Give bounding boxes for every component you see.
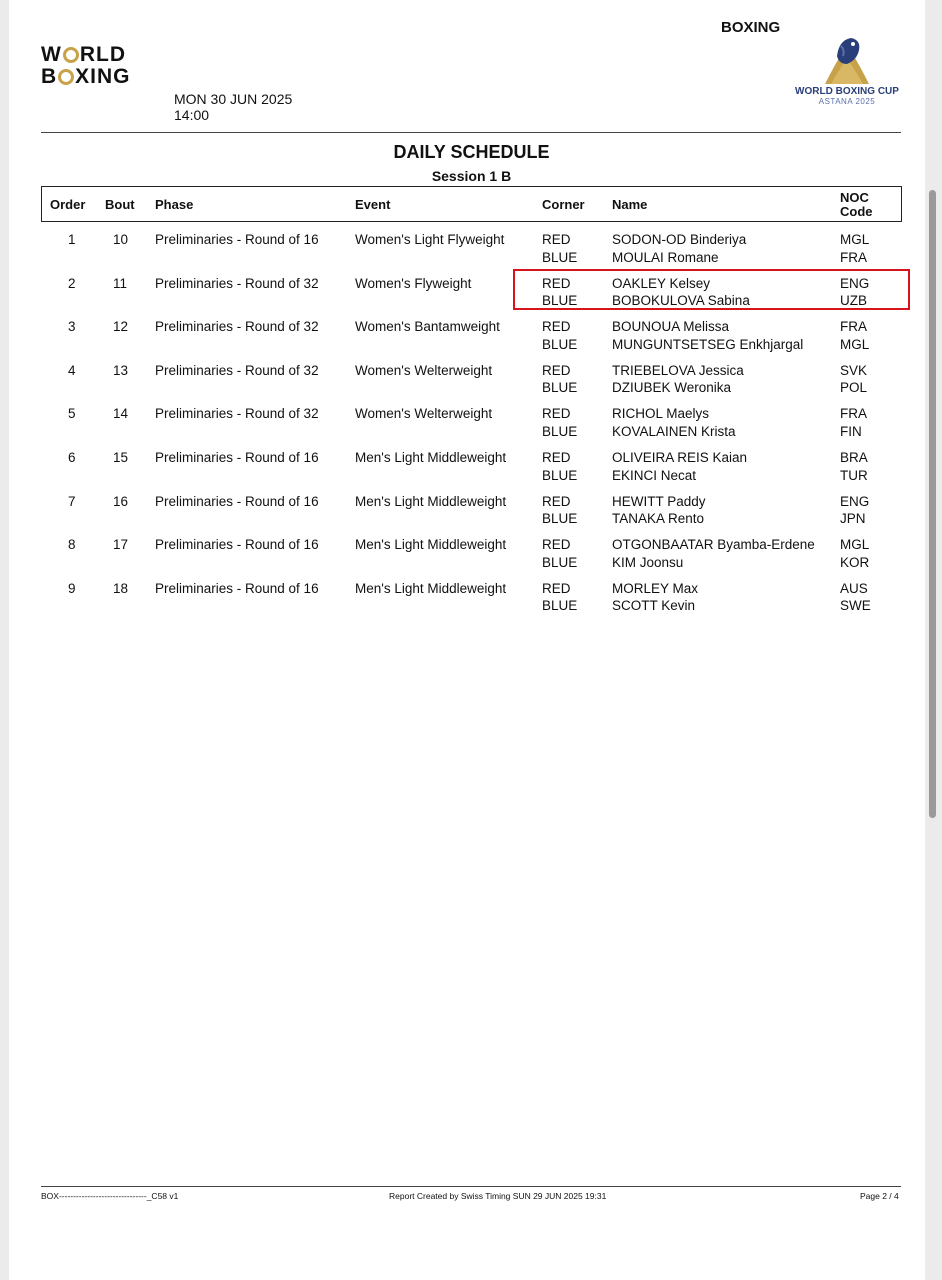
- row-corner-blue: BLUE: [542, 249, 578, 265]
- row-name-red: OLIVEIRA REIS Kaian: [612, 450, 748, 465]
- row-noc-blue: KOR: [840, 554, 870, 570]
- row-order: 5: [68, 406, 76, 422]
- logo-letter: W: [41, 43, 62, 66]
- row-name-red: TRIEBELOVA Jessica: [612, 362, 744, 378]
- row-corner-blue: BLUE: [542, 511, 578, 527]
- event-logo-title: WORLD BOXING CUP: [795, 86, 899, 97]
- world-boxing-logo: [41, 44, 181, 88]
- row-noc-red: MGL: [840, 232, 870, 247]
- row-bout: 12: [113, 319, 129, 335]
- row-bout: 13: [113, 362, 129, 378]
- row-phase: Preliminaries - Round of 32: [155, 406, 319, 422]
- row-corner-blue: BLUE: [542, 554, 578, 570]
- row-phase: Preliminaries - Round of 32: [155, 275, 319, 291]
- footer-page: Page 2 / 4: [860, 1191, 899, 1201]
- row-noc-blue: FIN: [840, 423, 862, 439]
- row-name-red: RICHOL Maelys: [612, 406, 710, 422]
- row-noc-red: ENG: [840, 275, 870, 291]
- header-noc-line2: Code: [840, 204, 873, 219]
- row-noc-blue: MGL: [840, 336, 870, 352]
- row-noc-blue: SWE: [840, 598, 871, 614]
- row-phase: Preliminaries - Round of 16: [155, 232, 319, 247]
- row-phase: Preliminaries - Round of 16: [155, 450, 319, 465]
- header-bout: Bout: [105, 197, 135, 212]
- row-name-blue: BOBOKULOVA Sabina: [612, 293, 750, 309]
- row-bout: 15: [113, 450, 129, 465]
- world-boxing-cup-logo: [789, 34, 905, 110]
- row-order: 7: [68, 493, 76, 509]
- row-corner-red: RED: [542, 232, 571, 247]
- header-phase: Phase: [155, 197, 194, 212]
- row-order: 3: [68, 319, 76, 335]
- row-phase: Preliminaries - Round of 32: [155, 362, 319, 378]
- logo-letters: XING: [75, 65, 131, 88]
- row-noc-red: FRA: [840, 406, 867, 422]
- header-name: Name: [612, 197, 648, 212]
- row-name-blue: SCOTT Kevin: [612, 598, 696, 614]
- row-noc-red: FRA: [840, 319, 867, 335]
- row-event: Women's Welterweight: [355, 406, 493, 422]
- row-noc-red: ENG: [840, 493, 870, 509]
- row-name-blue: KOVALAINEN Krista: [612, 423, 736, 439]
- row-phase: Preliminaries - Round of 16: [155, 580, 319, 596]
- row-event: Women's Welterweight: [355, 362, 493, 378]
- header-noc-code: [840, 191, 873, 219]
- row-noc-red: BRA: [840, 450, 868, 465]
- row-corner-red: RED: [542, 362, 571, 378]
- footer-code: BOX-------------------------------_C58 v1: [41, 1191, 179, 1201]
- date-text: MON 30 JUN 2025: [174, 91, 293, 107]
- row-corner-red: RED: [542, 406, 571, 422]
- row-corner-red: RED: [542, 493, 571, 509]
- row-noc-red: AUS: [840, 580, 868, 596]
- row-name-red: SODON-OD Binderiya: [612, 232, 747, 247]
- row-order: 1: [68, 232, 76, 247]
- schedule-date: [174, 91, 292, 123]
- row-phase: Preliminaries - Round of 16: [155, 537, 319, 553]
- row-bout: 14: [113, 406, 129, 422]
- row-corner-red: RED: [542, 275, 571, 291]
- row-corner-blue: BLUE: [542, 336, 578, 352]
- row-order: 9: [68, 580, 76, 596]
- event-logo-subtitle: ASTANA 2025: [818, 97, 876, 106]
- footer-divider: [41, 1186, 901, 1187]
- header-event: Event: [355, 197, 391, 212]
- header-noc-line1: NOC: [840, 190, 869, 205]
- row-corner-blue: BLUE: [542, 380, 578, 396]
- row-phase: Preliminaries - Round of 16: [155, 493, 319, 509]
- logo-ring-icon: [58, 69, 74, 85]
- row-name-blue: EKINCI Necat: [612, 467, 697, 483]
- snow-leopard-emblem-icon: [817, 34, 877, 86]
- scrollbar[interactable]: [929, 190, 936, 818]
- header-divider: [41, 132, 901, 133]
- highlight-box: [513, 269, 910, 310]
- row-noc-red: SVK: [840, 362, 868, 378]
- row-event: Women's Light Flyweight: [355, 232, 505, 247]
- row-noc-blue: JPN: [840, 511, 866, 527]
- row-bout: 17: [113, 537, 129, 553]
- header-order: Order: [50, 197, 86, 212]
- row-name-red: OAKLEY Kelsey: [612, 275, 711, 291]
- row-event: Men's Light Middleweight: [355, 493, 507, 509]
- row-noc-blue: FRA: [840, 249, 867, 265]
- row-noc-red: MGL: [840, 537, 870, 553]
- row-corner-red: RED: [542, 580, 571, 596]
- footer-created: Report Created by Swiss Timing SUN 29 JUN 2025 19:31: [389, 1191, 607, 1201]
- row-order: 2: [68, 275, 76, 291]
- row-name-blue: MUNGUNTSETSEG Enkhjargal: [612, 336, 804, 352]
- row-name-blue: TANAKA Rento: [612, 511, 705, 527]
- row-name-blue: KIM Joonsu: [612, 554, 684, 570]
- document-page: [9, 0, 925, 1280]
- logo-line-1: [41, 44, 126, 66]
- row-event: Men's Light Middleweight: [355, 580, 507, 596]
- row-event: Women's Flyweight: [355, 275, 472, 291]
- row-corner-red: RED: [542, 450, 571, 465]
- row-corner-red: RED: [542, 319, 571, 335]
- row-bout: 16: [113, 493, 129, 509]
- row-event: Men's Light Middleweight: [355, 450, 507, 465]
- logo-letter: B: [41, 65, 58, 88]
- logo-line-2: [41, 66, 131, 88]
- row-corner-blue: BLUE: [542, 423, 578, 439]
- row-corner-red: RED: [542, 537, 571, 553]
- header-corner: Corner: [542, 197, 585, 212]
- row-order: 8: [68, 537, 76, 553]
- row-name-blue: DZIUBEK Weronika: [612, 380, 732, 396]
- row-event: Women's Bantamweight: [355, 319, 500, 335]
- row-order: 6: [68, 450, 76, 465]
- row-noc-blue: UZB: [840, 293, 867, 309]
- row-noc-blue: TUR: [840, 467, 868, 483]
- row-name-red: BOUNOUA Melissa: [612, 319, 730, 335]
- row-name-red: MORLEY Max: [612, 580, 699, 596]
- row-order: 4: [68, 362, 76, 378]
- row-name-red: OTGONBAATAR Byamba-Erdene: [612, 537, 815, 553]
- logo-letters: RLD: [79, 43, 126, 66]
- session-title: Session 1 B: [431, 168, 512, 184]
- row-name-blue: MOULAI Romane: [612, 249, 719, 265]
- row-bout: 10: [113, 232, 129, 247]
- row-bout: 18: [113, 580, 129, 596]
- row-noc-blue: POL: [840, 380, 868, 396]
- row-phase: Preliminaries - Round of 32: [155, 319, 319, 335]
- sport-label: BOXING: [721, 19, 781, 36]
- row-bout: 11: [113, 275, 128, 291]
- page-title: DAILY SCHEDULE: [393, 142, 550, 162]
- logo-ring-icon: [63, 47, 79, 63]
- row-corner-blue: BLUE: [542, 467, 578, 483]
- row-corner-blue: BLUE: [542, 598, 578, 614]
- row-corner-blue: BLUE: [542, 293, 578, 309]
- time-text: 14:00: [174, 107, 210, 123]
- row-name-red: HEWITT Paddy: [612, 493, 706, 509]
- row-event: Men's Light Middleweight: [355, 537, 507, 553]
